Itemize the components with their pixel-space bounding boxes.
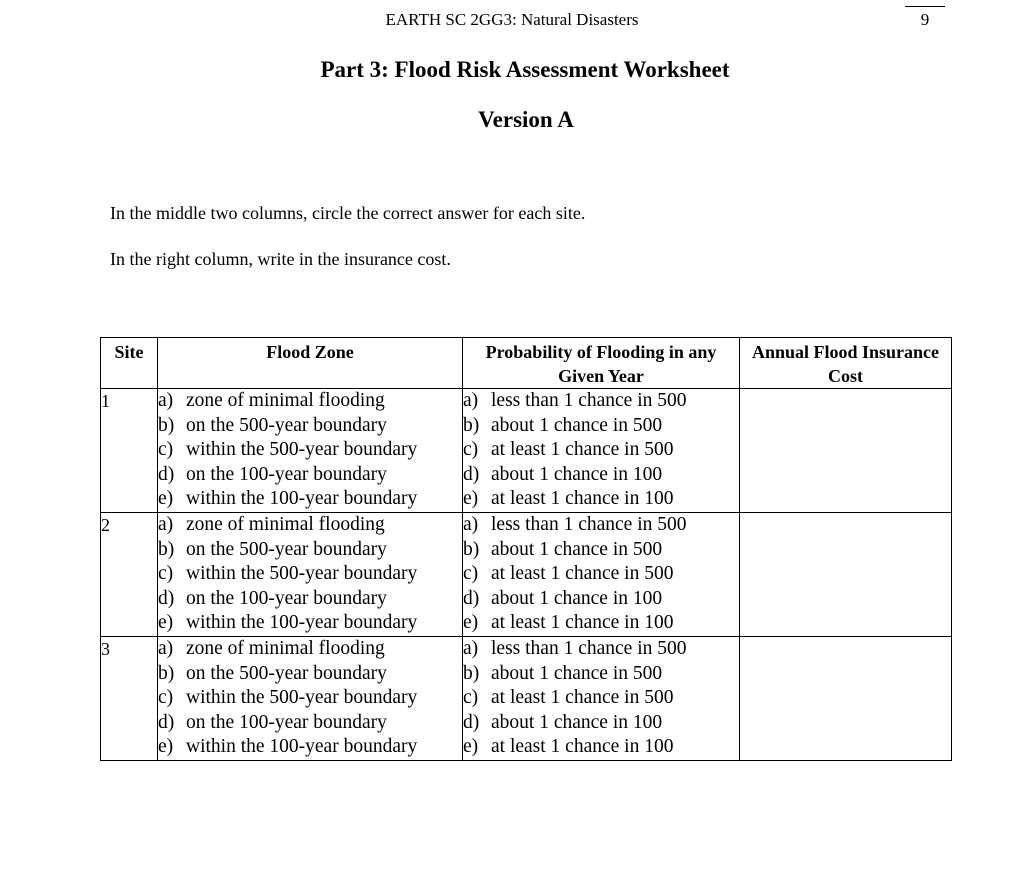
answer-option[interactable] [158,389,462,414]
option-text: at least 1 chance in 500 [491,687,674,709]
answer-option[interactable] [158,538,462,563]
option-text: within the 500-year boundary [186,563,418,585]
answer-option[interactable] [463,538,739,563]
answer-option[interactable] [158,513,462,538]
option-text: about 1 chance in 500 [491,538,663,560]
page-number-rule [905,6,945,7]
option-letter: c) [158,439,174,461]
option-text: less than 1 chance in 500 [491,390,687,411]
worksheet-version: Version A [478,107,574,132]
option-letter: e) [158,612,174,634]
option-letter: a) [158,637,174,659]
answer-option[interactable] [158,662,462,687]
site-number: 2 [101,512,158,636]
probability-options [463,389,740,513]
option-letter: b) [158,538,175,560]
site-number: 1 [101,389,158,513]
option-text: about 1 chance in 100 [491,711,663,733]
table-body [101,389,952,761]
option-text: zone of minimal flooding [186,637,385,659]
option-letter: c) [463,687,479,709]
instruction-circle: In the middle two columns, circle the correct answer for each site. [110,203,586,223]
answer-option[interactable] [463,389,739,414]
table-header-row [101,338,952,389]
option-text: on the 100-year boundary [186,587,387,609]
answer-option[interactable] [158,438,462,463]
header-flood-zone: Flood Zone [158,338,463,389]
answer-option[interactable] [158,611,462,636]
answer-option[interactable] [158,487,462,512]
option-letter: e) [463,612,479,634]
option-letter: c) [158,563,174,585]
option-text: about 1 chance in 500 [491,414,663,436]
insurance-cost-field[interactable] [740,389,952,513]
option-text: within the 500-year boundary [186,687,418,709]
probability-options [463,636,740,760]
option-letter: d) [158,463,175,485]
option-letter: e) [158,736,174,758]
option-letter: d) [463,587,480,609]
option-text: on the 100-year boundary [186,463,387,485]
answer-option[interactable] [158,587,462,612]
option-text: on the 500-year boundary [186,662,387,684]
option-text: on the 500-year boundary [186,538,387,560]
answer-option[interactable] [158,735,462,760]
option-text: at least 1 chance in 500 [491,563,674,585]
insurance-cost-field[interactable] [740,512,952,636]
option-letter: d) [463,711,480,733]
option-letter: b) [463,414,480,436]
option-text: on the 500-year boundary [186,414,387,436]
answer-option[interactable] [463,686,739,711]
option-text: about 1 chance in 100 [491,587,663,609]
answer-option[interactable] [463,611,739,636]
probability-options [463,512,740,636]
option-text: at least 1 chance in 100 [491,612,674,634]
option-text: zone of minimal flooding [186,390,385,411]
answer-option[interactable] [463,711,739,736]
option-text: less than 1 chance in 500 [491,637,687,659]
option-letter: a) [158,390,174,411]
answer-option[interactable] [463,587,739,612]
answer-option[interactable] [463,438,739,463]
answer-option[interactable] [463,735,739,760]
answer-option[interactable] [463,487,739,512]
site-number: 3 [101,636,158,760]
answer-option[interactable] [463,414,739,439]
insurance-cost-field[interactable] [740,636,952,760]
option-text: within the 100-year boundary [186,736,418,758]
option-text: less than 1 chance in 500 [491,513,687,535]
answer-option[interactable] [463,463,739,488]
answer-option[interactable] [463,637,739,662]
option-letter: c) [463,439,479,461]
worksheet-title: Part 3: Flood Risk Assessment Worksheet [320,57,730,82]
option-letter: c) [158,687,174,709]
table-row [101,512,952,636]
option-text: about 1 chance in 500 [491,662,663,684]
table-row [101,636,952,760]
header-probability: Probability of Flooding in any Given Year [463,338,740,389]
answer-option[interactable] [463,662,739,687]
option-letter: b) [158,414,175,436]
page-number: 9 [920,10,930,29]
answer-option[interactable] [158,686,462,711]
instruction-insurance: In the right column, write in the insurance cost. [110,249,451,269]
option-text: within the 100-year boundary [186,488,418,510]
option-letter: b) [463,538,480,560]
option-letter: a) [463,637,479,659]
flood-zone-options [158,389,463,513]
option-letter: d) [158,711,175,733]
option-letter: a) [158,513,174,535]
option-letter: a) [463,390,479,411]
option-text: at least 1 chance in 500 [491,439,674,461]
option-letter: d) [463,463,480,485]
option-text: within the 500-year boundary [186,439,418,461]
option-text: zone of minimal flooding [186,513,385,535]
answer-option[interactable] [158,463,462,488]
option-letter: b) [158,662,175,684]
flood-risk-table [100,337,952,761]
option-letter: e) [463,736,479,758]
option-text: at least 1 chance in 100 [491,488,674,510]
answer-option[interactable] [463,562,739,587]
header-insurance-cost: Annual Flood Insurance Cost [740,338,952,389]
option-letter: e) [463,488,479,510]
answer-option[interactable] [158,414,462,439]
option-letter: b) [463,662,480,684]
option-letter: a) [463,513,479,535]
flood-zone-options [158,512,463,636]
answer-option[interactable] [463,513,739,538]
course-header: EARTH SC 2GG3: Natural Disasters [385,10,639,29]
table-row [101,389,952,513]
header-site: Site [101,338,158,389]
option-text: on the 100-year boundary [186,711,387,733]
answer-option[interactable] [158,711,462,736]
option-letter: e) [158,488,174,510]
option-text: about 1 chance in 100 [491,463,663,485]
option-letter: d) [158,587,175,609]
option-text: within the 100-year boundary [186,612,418,634]
answer-option[interactable] [158,562,462,587]
option-letter: c) [463,563,479,585]
flood-zone-options [158,636,463,760]
answer-option[interactable] [158,637,462,662]
option-text: at least 1 chance in 100 [491,736,674,758]
